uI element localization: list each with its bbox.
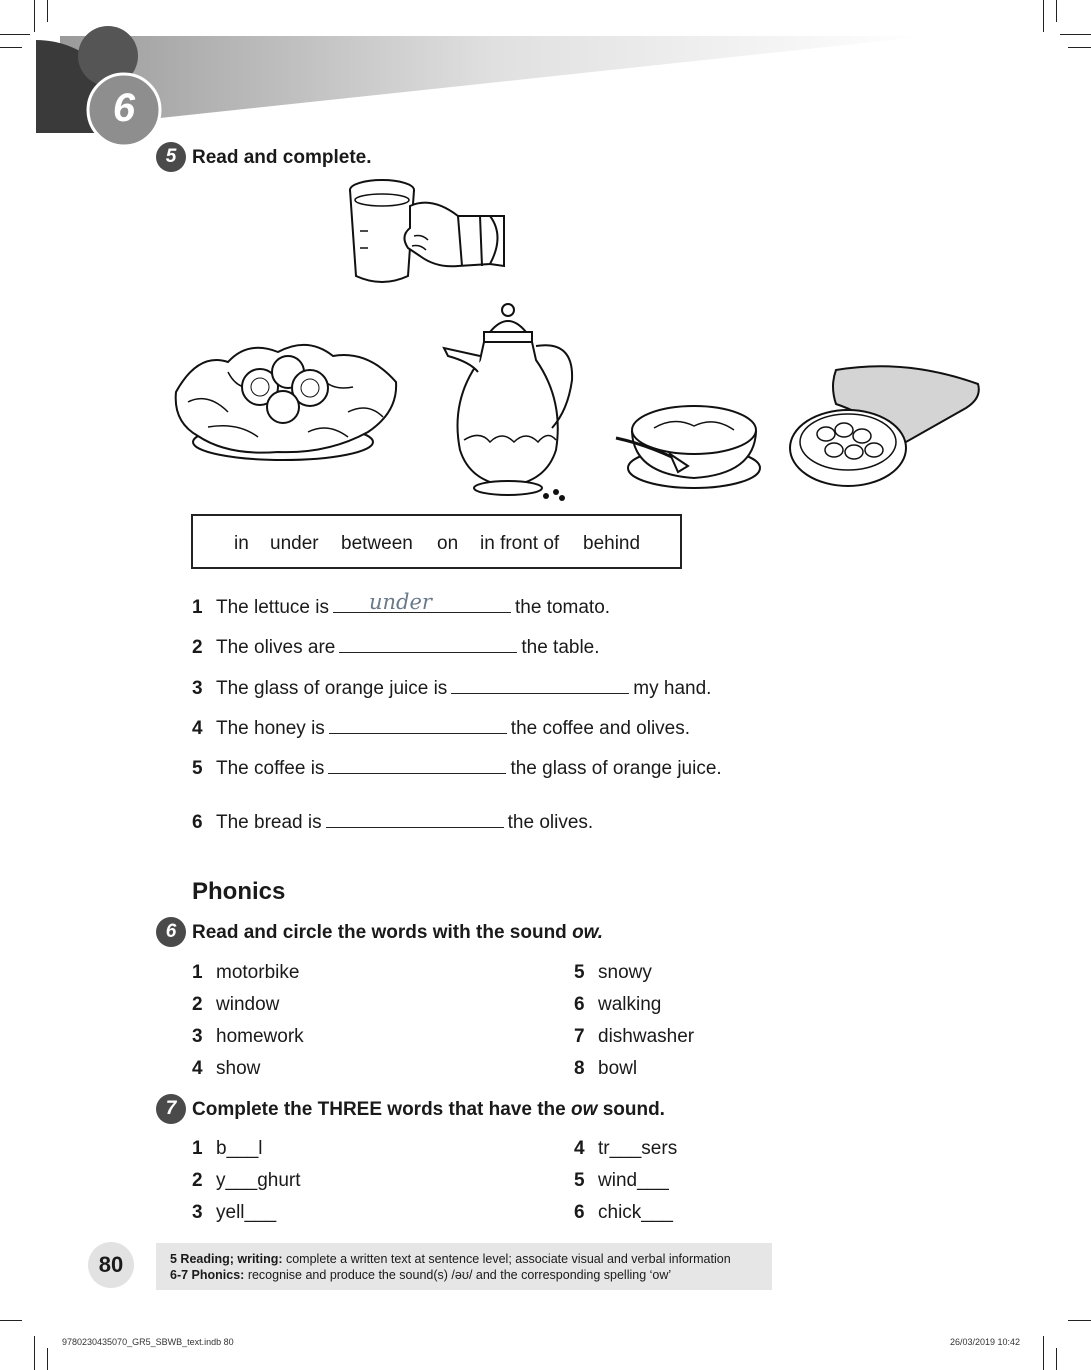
sentence-end: the olives. (507, 812, 594, 833)
sentence-start: The bread is (216, 812, 322, 833)
item-word: b___l (216, 1138, 263, 1159)
list-item[interactable] (192, 1202, 276, 1224)
sentence-number: 6 (192, 812, 203, 833)
answer-blank[interactable] (329, 715, 507, 734)
item-number: 6 (574, 994, 585, 1015)
answer-blank[interactable] (328, 755, 506, 774)
note-line-2 (170, 1268, 671, 1282)
item-number: 6 (574, 1202, 585, 1223)
exercise-6-sound: ow. (572, 922, 604, 943)
item-number: 1 (192, 962, 203, 983)
item-number: 2 (192, 994, 203, 1015)
sentence (192, 809, 593, 834)
phonics-heading: Phonics (192, 878, 286, 905)
list-item[interactable] (192, 1138, 263, 1160)
answer-blank[interactable] (333, 590, 511, 614)
item-number: 4 (192, 1058, 203, 1079)
crop-mark (1056, 1348, 1057, 1370)
olives-and-bread-illustration (786, 356, 984, 492)
exercise-6-title (192, 922, 603, 944)
answer-blank[interactable] (451, 675, 629, 694)
note-1-text: complete a written text at sentence level; associate visual and verbal information (285, 1252, 731, 1266)
item-word: homework (216, 1026, 304, 1047)
header-decoration (0, 0, 1091, 150)
crop-mark (34, 1336, 35, 1370)
exercise-6-number: 6 (156, 917, 186, 947)
exercise-7-title (192, 1099, 665, 1121)
sentence-start: The coffee is (216, 758, 325, 779)
word-option: between (341, 533, 413, 554)
item-number: 2 (192, 1170, 203, 1191)
word-box (191, 514, 682, 569)
item-word: snowy (598, 962, 652, 983)
list-item[interactable] (574, 1202, 673, 1224)
item-word: chick___ (598, 1202, 673, 1223)
header-band (60, 36, 930, 118)
crop-mark (47, 1348, 48, 1370)
list-item[interactable] (574, 1170, 669, 1192)
note-line-1 (170, 1252, 731, 1266)
sentence-start: The olives are (216, 637, 336, 658)
salad-illustration (168, 332, 403, 468)
list-item[interactable] (574, 1138, 677, 1160)
answer-blank[interactable] (326, 809, 504, 828)
crop-mark (0, 1320, 22, 1321)
sentence-number: 1 (192, 597, 203, 618)
list-item[interactable] (574, 1026, 694, 1048)
item-number: 5 (574, 1170, 585, 1191)
sentence (192, 675, 711, 700)
list-item[interactable] (192, 994, 279, 1016)
word-option: in front of (480, 533, 560, 554)
unit-number: 6 (112, 86, 136, 130)
item-word: y___ghurt (216, 1170, 301, 1191)
crop-mark (1068, 1320, 1091, 1321)
sentence-start: The lettuce is (216, 597, 329, 618)
list-item[interactable] (192, 1058, 260, 1080)
sentence (192, 634, 600, 659)
item-word: show (216, 1058, 261, 1079)
item-number: 3 (192, 1026, 203, 1047)
word-option: in (234, 533, 249, 554)
item-word: bowl (598, 1058, 638, 1079)
sentence (192, 590, 611, 619)
sentence (192, 715, 690, 740)
note-2-label: 6-7 Phonics: (170, 1268, 245, 1282)
item-number: 1 (192, 1138, 203, 1159)
list-item[interactable] (574, 1058, 637, 1080)
sentence-number: 5 (192, 758, 203, 779)
sentence-end: the glass of orange juice. (510, 758, 722, 779)
sentence-end: the table. (521, 637, 600, 658)
item-number: 7 (574, 1026, 585, 1047)
exercise-7-title-suffix: sound. (602, 1099, 665, 1120)
glass-in-hand-illustration (340, 176, 510, 291)
word-option: under (270, 533, 319, 554)
sentence-end: my hand. (633, 678, 712, 699)
exercise-5-title: Read and complete. (192, 147, 372, 168)
page-number: 80 (98, 1252, 124, 1277)
sentence-number: 4 (192, 718, 203, 739)
item-word: walking (598, 994, 662, 1015)
sentence-start: The glass of orange juice is (216, 678, 448, 699)
sentence-end: the coffee and olives. (510, 718, 691, 739)
list-item[interactable] (192, 962, 299, 984)
sentence-number: 2 (192, 637, 203, 658)
list-item[interactable] (574, 994, 661, 1016)
exercise-7-title-text: Complete the THREE words that have the (192, 1099, 566, 1120)
item-word: dishwasher (598, 1026, 695, 1047)
note-1-label: 5 Reading; writing: (170, 1252, 283, 1266)
print-slug-file: 9780230435070_GR5_SBWB_text.indb 80 (62, 1337, 234, 1347)
word-option: on (437, 533, 459, 554)
crop-mark (1043, 1336, 1044, 1370)
list-item[interactable] (192, 1026, 304, 1048)
list-item[interactable] (574, 962, 652, 984)
exercise-5-number: 5 (156, 142, 186, 172)
item-word: yell___ (216, 1202, 277, 1223)
sentence (192, 755, 722, 780)
exercise-7-number: 7 (156, 1094, 186, 1124)
curriculum-notes (156, 1243, 772, 1290)
print-slug-date: 26/03/2019 10:42 (950, 1337, 1021, 1347)
coffee-pot-illustration (440, 300, 580, 505)
sentence-number: 3 (192, 678, 203, 699)
sentence-start: The honey is (216, 718, 325, 739)
item-number: 8 (574, 1058, 585, 1079)
exercise-6-title-text: Read and circle the words with the sound (192, 922, 567, 943)
sentence-end: the tomato. (515, 597, 611, 618)
item-word: wind___ (598, 1170, 669, 1191)
item-number: 3 (192, 1202, 203, 1223)
answer-blank[interactable] (339, 634, 517, 653)
exercise-7-sound: ow (571, 1099, 598, 1120)
item-number: 5 (574, 962, 585, 983)
note-2-text: recognise and produce the sound(s) /əʊ/ and the corresponding spelling ‘ow’ (247, 1268, 672, 1282)
honey-bowl-illustration (614, 394, 762, 496)
handwritten-answer: under (369, 590, 432, 614)
item-word: motorbike (216, 962, 300, 983)
item-word: tr___sers (598, 1138, 678, 1159)
item-number: 4 (574, 1138, 585, 1159)
list-item[interactable] (192, 1170, 301, 1192)
item-word: window (216, 994, 280, 1015)
word-option: behind (583, 533, 641, 554)
